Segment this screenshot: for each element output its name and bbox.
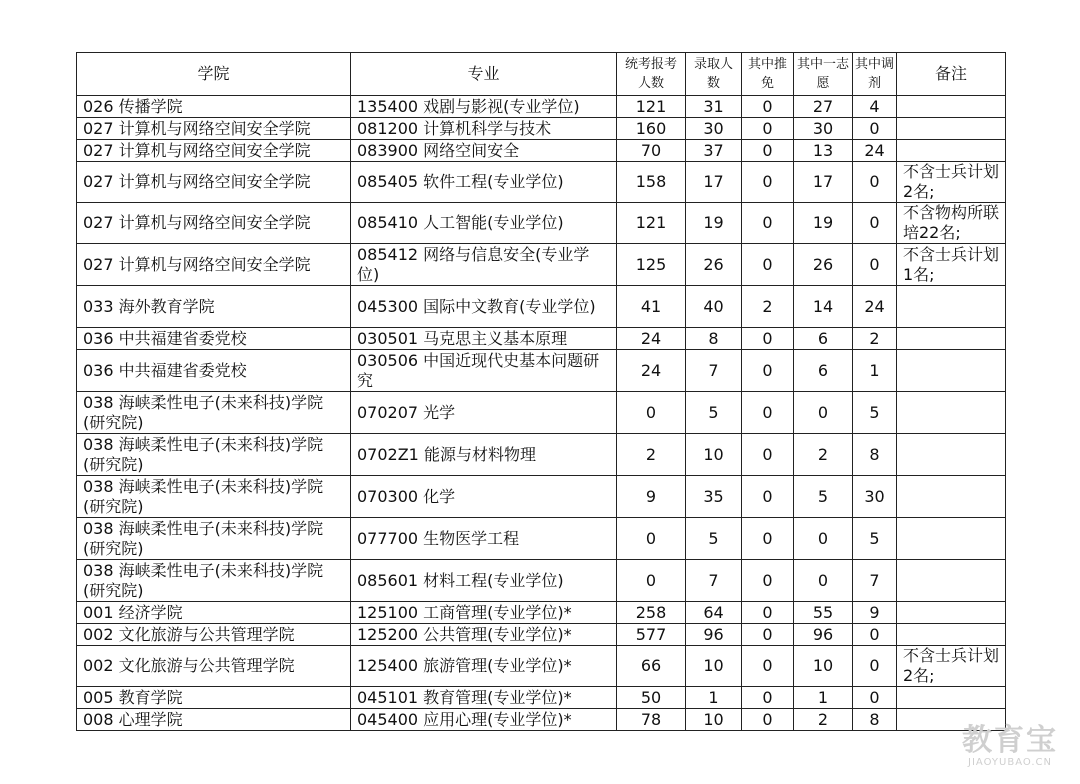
cell-adjusted: 30 (853, 476, 897, 518)
cell-applicants: 0 (617, 518, 686, 560)
cell-remarks (897, 434, 1006, 476)
cell-recommended: 2 (742, 286, 794, 328)
cell-remarks (897, 286, 1006, 328)
table-row (77, 328, 1006, 350)
header-major: 专业 (351, 53, 617, 96)
cell-adjusted: 5 (853, 392, 897, 434)
cell-recommended: 0 (742, 392, 794, 434)
cell-first-choice: 2 (794, 709, 853, 731)
cell-remarks (897, 560, 1006, 602)
cell-recommended: 0 (742, 709, 794, 731)
cell-recommended: 0 (742, 162, 794, 203)
table-row (77, 118, 1006, 140)
header-applicants: 统考报考人数 (617, 53, 686, 96)
cell-applicants: 0 (617, 392, 686, 434)
table-row (77, 560, 1006, 602)
cell-first-choice: 1 (794, 687, 853, 709)
cell-applicants: 9 (617, 476, 686, 518)
cell-adjusted: 5 (853, 518, 897, 560)
cell-adjusted: 24 (853, 140, 897, 162)
cell-recommended: 0 (742, 328, 794, 350)
cell-first-choice: 5 (794, 476, 853, 518)
cell-recommended: 0 (742, 140, 794, 162)
cell-adjusted: 0 (853, 162, 897, 203)
cell-adjusted: 8 (853, 434, 897, 476)
cell-admitted: 35 (686, 476, 742, 518)
cell-major: 085410 人工智能(专业学位) (351, 203, 617, 244)
cell-college: 002 文化旅游与公共管理学院 (77, 646, 351, 687)
cell-recommended: 0 (742, 602, 794, 624)
cell-first-choice: 0 (794, 518, 853, 560)
cell-recommended: 0 (742, 350, 794, 392)
cell-first-choice: 6 (794, 328, 853, 350)
cell-admitted: 96 (686, 624, 742, 646)
cell-college: 038 海峡柔性电子(未来科技)学院(研究院) (77, 560, 351, 602)
cell-college: 036 中共福建省委党校 (77, 350, 351, 392)
cell-applicants: 24 (617, 328, 686, 350)
cell-remarks: 不含士兵计划2名; (897, 162, 1006, 203)
table-row (77, 96, 1006, 118)
cell-college: 027 计算机与网络空间安全学院 (77, 244, 351, 286)
cell-major: 085412 网络与信息安全(专业学位) (351, 244, 617, 286)
cell-applicants: 2 (617, 434, 686, 476)
cell-adjusted: 0 (853, 687, 897, 709)
cell-admitted: 40 (686, 286, 742, 328)
cell-major: 081200 计算机科学与技术 (351, 118, 617, 140)
cell-applicants: 577 (617, 624, 686, 646)
cell-college: 008 心理学院 (77, 709, 351, 731)
cell-admitted: 30 (686, 118, 742, 140)
cell-adjusted: 4 (853, 96, 897, 118)
cell-admitted: 64 (686, 602, 742, 624)
cell-first-choice: 27 (794, 96, 853, 118)
cell-major: 070207 光学 (351, 392, 617, 434)
watermark-text: 教育宝 (962, 723, 1058, 758)
cell-major: 045300 国际中文教育(专业学位) (351, 286, 617, 328)
cell-remarks (897, 350, 1006, 392)
cell-recommended: 0 (742, 624, 794, 646)
cell-recommended: 0 (742, 118, 794, 140)
cell-adjusted: 9 (853, 602, 897, 624)
cell-remarks (897, 392, 1006, 434)
cell-admitted: 10 (686, 646, 742, 687)
cell-first-choice: 19 (794, 203, 853, 244)
cell-admitted: 7 (686, 560, 742, 602)
cell-admitted: 26 (686, 244, 742, 286)
table-row (77, 350, 1006, 392)
cell-major: 085405 软件工程(专业学位) (351, 162, 617, 203)
cell-major: 030501 马克思主义基本原理 (351, 328, 617, 350)
cell-admitted: 8 (686, 328, 742, 350)
cell-admitted: 37 (686, 140, 742, 162)
header-recommended: 其中推免 (742, 53, 794, 96)
cell-admitted: 17 (686, 162, 742, 203)
header-row (77, 53, 1006, 96)
cell-college: 038 海峡柔性电子(未来科技)学院(研究院) (77, 392, 351, 434)
cell-major: 077700 生物医学工程 (351, 518, 617, 560)
admission-table (76, 52, 1006, 731)
cell-recommended: 0 (742, 434, 794, 476)
cell-recommended: 0 (742, 560, 794, 602)
cell-remarks: 不含物构所联培22名; (897, 203, 1006, 244)
cell-first-choice: 13 (794, 140, 853, 162)
cell-major: 125200 公共管理(专业学位)* (351, 624, 617, 646)
cell-admitted: 31 (686, 96, 742, 118)
cell-college: 026 传播学院 (77, 96, 351, 118)
cell-applicants: 158 (617, 162, 686, 203)
cell-remarks (897, 118, 1006, 140)
cell-first-choice: 26 (794, 244, 853, 286)
cell-adjusted: 0 (853, 118, 897, 140)
cell-adjusted: 0 (853, 624, 897, 646)
cell-admitted: 19 (686, 203, 742, 244)
cell-first-choice: 55 (794, 602, 853, 624)
cell-applicants: 70 (617, 140, 686, 162)
cell-major: 125100 工商管理(专业学位)* (351, 602, 617, 624)
cell-applicants: 66 (617, 646, 686, 687)
cell-admitted: 5 (686, 518, 742, 560)
table-body (77, 96, 1006, 731)
cell-recommended: 0 (742, 96, 794, 118)
cell-admitted: 10 (686, 434, 742, 476)
table-row (77, 286, 1006, 328)
cell-adjusted: 7 (853, 560, 897, 602)
table-row (77, 140, 1006, 162)
cell-adjusted: 8 (853, 709, 897, 731)
cell-remarks (897, 96, 1006, 118)
cell-applicants: 121 (617, 203, 686, 244)
cell-first-choice: 30 (794, 118, 853, 140)
cell-college: 033 海外教育学院 (77, 286, 351, 328)
cell-college: 038 海峡柔性电子(未来科技)学院(研究院) (77, 518, 351, 560)
cell-recommended: 0 (742, 203, 794, 244)
cell-adjusted: 0 (853, 646, 897, 687)
cell-recommended: 0 (742, 518, 794, 560)
cell-recommended: 0 (742, 476, 794, 518)
cell-first-choice: 0 (794, 392, 853, 434)
cell-admitted: 1 (686, 687, 742, 709)
cell-applicants: 125 (617, 244, 686, 286)
cell-remarks (897, 624, 1006, 646)
cell-remarks (897, 476, 1006, 518)
cell-college: 038 海峡柔性电子(未来科技)学院(研究院) (77, 434, 351, 476)
table-row (77, 518, 1006, 560)
table-row (77, 624, 1006, 646)
table-row (77, 709, 1006, 731)
cell-applicants: 78 (617, 709, 686, 731)
cell-remarks (897, 518, 1006, 560)
cell-college: 027 计算机与网络空间安全学院 (77, 162, 351, 203)
watermark-domain: JIAOYUBAO.CN (968, 757, 1052, 768)
cell-recommended: 0 (742, 646, 794, 687)
cell-admitted: 5 (686, 392, 742, 434)
cell-remarks (897, 602, 1006, 624)
cell-recommended: 0 (742, 687, 794, 709)
cell-major: 085601 材料工程(专业学位) (351, 560, 617, 602)
cell-applicants: 0 (617, 560, 686, 602)
header-admitted: 录取人数 (686, 53, 742, 96)
cell-adjusted: 0 (853, 203, 897, 244)
table-row (77, 687, 1006, 709)
cell-admitted: 7 (686, 350, 742, 392)
cell-remarks (897, 328, 1006, 350)
cell-adjusted: 2 (853, 328, 897, 350)
table-row (77, 203, 1006, 244)
cell-major: 135400 戏剧与影视(专业学位) (351, 96, 617, 118)
cell-college: 027 计算机与网络空间安全学院 (77, 140, 351, 162)
cell-college: 002 文化旅游与公共管理学院 (77, 624, 351, 646)
cell-applicants: 160 (617, 118, 686, 140)
header-first-choice: 其中一志愿 (794, 53, 853, 96)
table-row (77, 476, 1006, 518)
header-adjusted: 其中调剂 (853, 53, 897, 96)
cell-college: 036 中共福建省委党校 (77, 328, 351, 350)
cell-major: 070300 化学 (351, 476, 617, 518)
cell-first-choice: 96 (794, 624, 853, 646)
cell-applicants: 258 (617, 602, 686, 624)
cell-first-choice: 14 (794, 286, 853, 328)
cell-first-choice: 10 (794, 646, 853, 687)
header-remarks: 备注 (897, 53, 1006, 96)
cell-major: 125400 旅游管理(专业学位)* (351, 646, 617, 687)
table-row (77, 434, 1006, 476)
table-row (77, 244, 1006, 286)
cell-applicants: 121 (617, 96, 686, 118)
cell-applicants: 41 (617, 286, 686, 328)
cell-first-choice: 6 (794, 350, 853, 392)
cell-remarks (897, 140, 1006, 162)
cell-recommended: 0 (742, 244, 794, 286)
cell-first-choice: 2 (794, 434, 853, 476)
cell-adjusted: 0 (853, 244, 897, 286)
table-row (77, 646, 1006, 687)
cell-applicants: 50 (617, 687, 686, 709)
cell-remarks: 不含士兵计划1名; (897, 244, 1006, 286)
cell-college: 027 计算机与网络空间安全学院 (77, 118, 351, 140)
cell-major: 0702Z1 能源与材料物理 (351, 434, 617, 476)
cell-remarks: 不含士兵计划2名; (897, 646, 1006, 687)
cell-major: 030506 中国近现代史基本问题研究 (351, 350, 617, 392)
cell-college: 005 教育学院 (77, 687, 351, 709)
cell-first-choice: 17 (794, 162, 853, 203)
cell-applicants: 24 (617, 350, 686, 392)
cell-admitted: 10 (686, 709, 742, 731)
header-college: 学院 (77, 53, 351, 96)
cell-first-choice: 0 (794, 560, 853, 602)
cell-college: 027 计算机与网络空间安全学院 (77, 203, 351, 244)
cell-major: 045101 教育管理(专业学位)* (351, 687, 617, 709)
cell-college: 038 海峡柔性电子(未来科技)学院(研究院) (77, 476, 351, 518)
watermark-logo (962, 725, 1058, 768)
table-row (77, 162, 1006, 203)
cell-college: 001 经济学院 (77, 602, 351, 624)
cell-major: 045400 应用心理(专业学位)* (351, 709, 617, 731)
cell-adjusted: 24 (853, 286, 897, 328)
cell-adjusted: 1 (853, 350, 897, 392)
table-row (77, 602, 1006, 624)
cell-remarks (897, 687, 1006, 709)
cell-major: 083900 网络空间安全 (351, 140, 617, 162)
table-row (77, 392, 1006, 434)
